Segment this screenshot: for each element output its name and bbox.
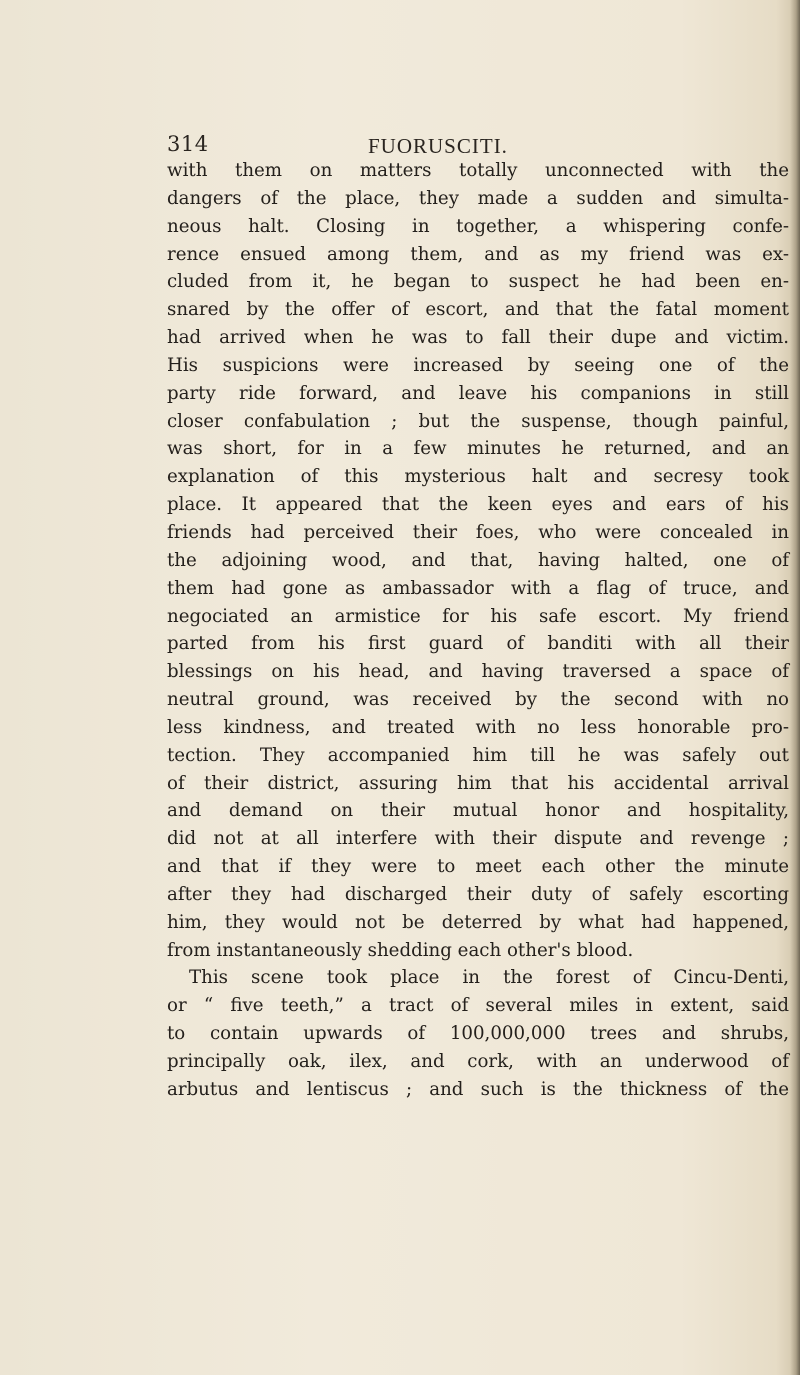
text-line: This scene took place in the forest of Cincu-Denti, xyxy=(189,967,789,989)
text-line: principally oak, ilex, and cork, with an underwood of xyxy=(167,1051,789,1072)
page-number: 314 xyxy=(167,132,209,156)
text-line: after they had discharged their duty of safely escorting xyxy=(167,883,789,905)
text-line: place. It appeared that the keen eyes and ears of his xyxy=(167,494,789,516)
page-edge-shadow xyxy=(790,0,800,1375)
text-line: from instantaneously shedding each other's blood. xyxy=(167,939,634,961)
text-line: or “ five teeth,” a tract of several miles in extent, said xyxy=(167,995,789,1017)
text-line: and demand on their mutual honor and hospitality, xyxy=(167,800,789,822)
text-line: him, they would not be deterred by what had happened, xyxy=(167,911,789,933)
text-line: blessings on his head, and having traversed a space of xyxy=(167,661,789,683)
text-line: of their district, assuring him that his accidental arrival xyxy=(167,772,789,794)
text-line: rence ensued among them, and as my friend was ex- xyxy=(167,243,789,265)
text-line: His suspicions were increased by seeing one of the xyxy=(167,354,789,376)
text-line: with them on matters totally unconnected with the xyxy=(167,160,789,181)
text-line: them had gone as ambassador with a flag of truce, and xyxy=(167,577,789,599)
text-line: and that if they were to meet each other the minute xyxy=(167,856,789,878)
text-line: parted from his first guard of banditi with all their xyxy=(167,633,789,655)
text-line: tection. They accompanied him till he was safely out xyxy=(167,744,789,766)
text-line: party ride forward, and leave his companions in still xyxy=(167,382,789,404)
text-line: cluded from it, he began to suspect he had been en- xyxy=(167,271,789,293)
text-line: arbutus and lentiscus ; and such is the thickness of the xyxy=(167,1078,789,1100)
text-line: the adjoining wood, and that, having halted, one of xyxy=(167,549,789,571)
text-line: neutral ground, was received by the second with no xyxy=(167,689,789,711)
text-line: did not at all interfere with their dispute and revenge ; xyxy=(167,828,789,850)
text-line: was short, for in a few minutes he returned, and an xyxy=(167,438,789,460)
text-line: negociated an armistice for his safe escort. My friend xyxy=(167,605,789,627)
body-text xyxy=(167,157,789,1104)
text-line: neous halt. Closing in together, a whispering confe- xyxy=(167,215,789,237)
text-line: dangers of the place, they made a sudden and simulta- xyxy=(167,187,789,209)
text-line: less kindness, and treated with no less honorable pro- xyxy=(167,716,789,738)
text-line: snared by the offer of escort, and that the fatal moment xyxy=(167,299,789,321)
text-line: explanation of this mysterious halt and secresy took xyxy=(167,466,789,488)
text-line: had arrived when he was to fall their dupe and victim. xyxy=(167,327,789,349)
running-title: FUORUSCITI. xyxy=(368,134,508,158)
text-line: friends had perceived their foes, who were concealed in xyxy=(167,521,789,543)
text-line: to contain upwards of 100,000,000 trees and shrubs, xyxy=(167,1023,789,1045)
text-line: closer confabulation ; but the suspense, though painful, xyxy=(167,410,789,432)
